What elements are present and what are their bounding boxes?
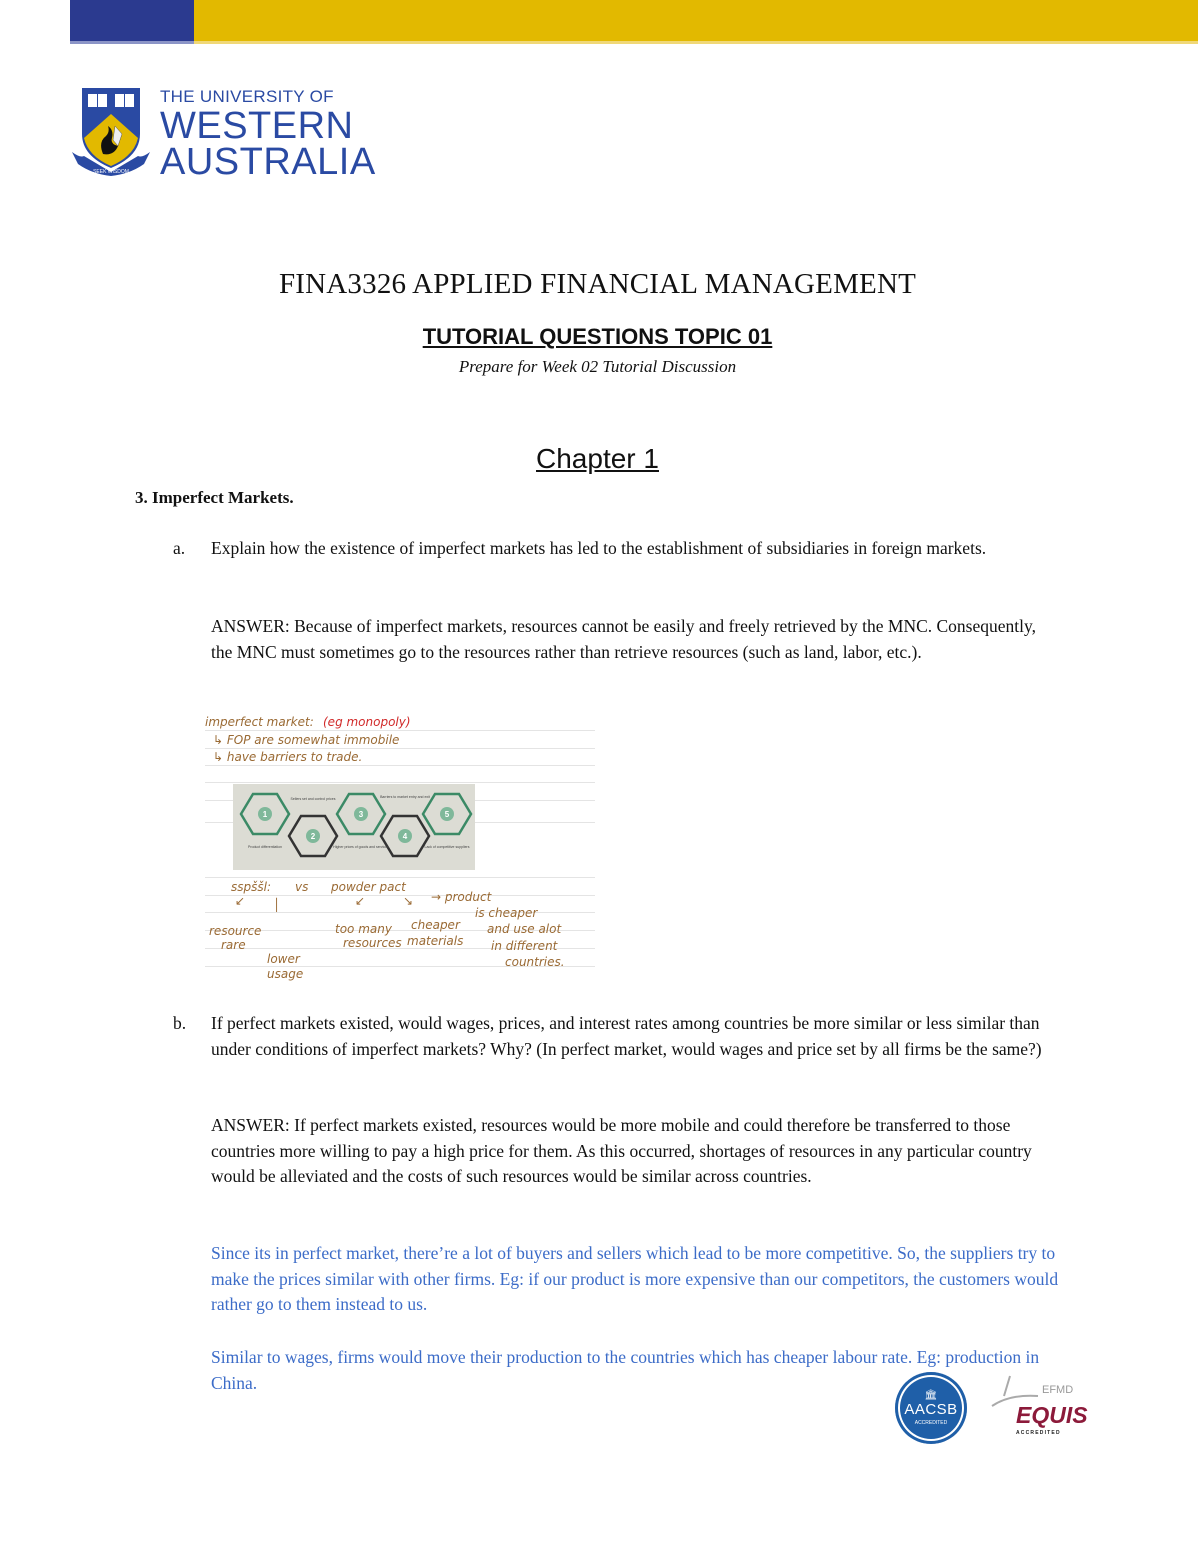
svg-text:SEEK WISDOM: SEEK WISDOM <box>93 169 129 175</box>
note-compare-right: powder pact <box>331 880 406 894</box>
note-line1-b: (eg monopoly) <box>323 715 411 729</box>
note-right-4: countries. <box>505 955 565 969</box>
efmd-label: EFMD <box>1042 1384 1074 1396</box>
aacsb-accreditation-badge <box>895 1372 967 1444</box>
svg-text:1: 1 <box>262 810 268 819</box>
note-vs: vs <box>295 880 309 894</box>
svg-text:Product differentiation: Product differentiation <box>248 845 282 849</box>
tutorial-subtitle: Prepare for Week 02 Tutorial Discussion <box>458 357 737 376</box>
svg-text:5: 5 <box>444 810 450 819</box>
question-a-marker: a. <box>173 538 186 558</box>
question-b-marker: b. <box>173 1013 187 1033</box>
note-compare-left: sspššl: <box>231 880 272 894</box>
university-logo <box>70 84 376 183</box>
chapter-heading: Chapter 1 <box>536 443 659 474</box>
note-line2: ↳ FOP are somewhat immobile <box>213 733 400 747</box>
university-name <box>160 84 376 181</box>
logo-line-1: THE UNIVERSITY OF <box>160 87 334 106</box>
equis-label: EQUIS <box>1016 1402 1088 1428</box>
pillar-icon: 🏛 <box>924 1390 938 1401</box>
equis-accreditation-logo <box>990 1372 1090 1442</box>
note-left-sub2b: usage <box>267 967 304 981</box>
note-left-sub1a: resource <box>209 924 262 938</box>
note-left-sub2a: lower <box>267 952 300 966</box>
note-arrow-product: → product <box>431 890 492 904</box>
imperfect-market-hexagon-diagram <box>233 784 475 870</box>
question-a-text: Explain how the existence of imperfect markets has led to the establishment of subsidiaries in foreign markets. <box>211 538 987 558</box>
handwritten-notes-image: imperfect market: (eg monopoly) ↳ FOP are somewhat immobile ↳ have barriers to trade. 1 2 3 4 5 Product differentiation Sellers set and control prices Higher prices of goods and services Barriers to market entry and exit Lack of competitive suppliers sspššl: vs powder pact → product is cheaper and use alot in different countries. ↙ │ ↙ ↘ resource rare lower usage too many resources cheaper materials <box>205 712 595 982</box>
header-bar-gold <box>194 0 1198 42</box>
logo-line-3: AUSTRALIA <box>160 141 376 183</box>
logo-line-2: WESTERN <box>160 105 354 147</box>
aacsb-sub: ACCREDITED <box>914 1420 948 1426</box>
header-color-bar <box>70 0 1198 42</box>
note-right-1: is cheaper <box>475 906 538 920</box>
note-mid-sub2b: materials <box>407 934 464 948</box>
header-bar-shadow <box>70 41 1198 44</box>
question-a-answer: ANSWER: Because of imperfect markets, resources cannot be easily and freely retrieved by the MNC. Consequently, the MNC must sometimes go to the resources rather than retrieve resources (such as land, labor, etc.). <box>211 616 1036 662</box>
note-line3: ↳ have barriers to trade. <box>213 750 363 764</box>
svg-text:3: 3 <box>358 810 364 819</box>
svg-text:Lack of competitive suppliers: Lack of competitive suppliers <box>424 845 470 849</box>
note-right-2: and use alot <box>487 922 562 936</box>
note-left-sub1b: rare <box>221 938 246 952</box>
student-note-1: Since its in perfect market, there’re a lot of buyers and sellers which lead to be more competitive. So, the suppliers try to make the prices similar with other firms. Eg: if our product is more expensive than our competitors, the customers would rather go to them instead to us. <box>211 1243 1059 1314</box>
aacsb-label: AACSB <box>904 1401 958 1418</box>
note-line1-a: imperfect market: <box>205 715 314 729</box>
question-heading: 3. Imperfect Markets. <box>135 488 294 507</box>
note-right-3: in different <box>491 939 558 953</box>
note-mid-sub2a: cheaper <box>411 918 460 932</box>
note-mid-sub1a: too many <box>335 922 392 936</box>
svg-text:2: 2 <box>310 832 316 841</box>
header-bar-blue <box>70 0 194 42</box>
question-b-text: If perfect markets existed, would wages, prices, and interest rates among countries be more similar or less similar than under conditions of imperfect markets? Why? (In perfect market, would wages and price set by all firms be the same?) <box>211 1013 1042 1059</box>
svg-text:Sellers set and control prices: Sellers set and control prices <box>290 797 336 801</box>
tutorial-title: TUTORIAL QUESTIONS TOPIC 01 <box>422 324 773 349</box>
svg-text:Barriers to market entry and e: Barriers to market entry and exit <box>380 795 430 799</box>
equis-sub: ACCREDITED <box>1016 1430 1061 1436</box>
crest-icon <box>70 84 152 179</box>
svg-text:Higher prices of goods and ser: Higher prices of goods and services <box>333 845 389 849</box>
note-mid-sub1b: resources <box>343 936 402 950</box>
course-title: FINA3326 APPLIED FINANCIAL MANAGEMENT <box>278 268 917 300</box>
question-b-answer: ANSWER: If perfect markets existed, resources would be more mobile and could therefore be transferred to those countries more willing to pay a high price for them. As this occurred, shortages of resources in any particular country would be alleviated and the costs of such resources would be similar across countries. <box>211 1115 1032 1186</box>
student-note-2: Similar to wages, firms would move their production to the countries which has cheaper labour rate. Eg: production in China. <box>211 1347 1040 1393</box>
svg-text:4: 4 <box>402 832 408 841</box>
